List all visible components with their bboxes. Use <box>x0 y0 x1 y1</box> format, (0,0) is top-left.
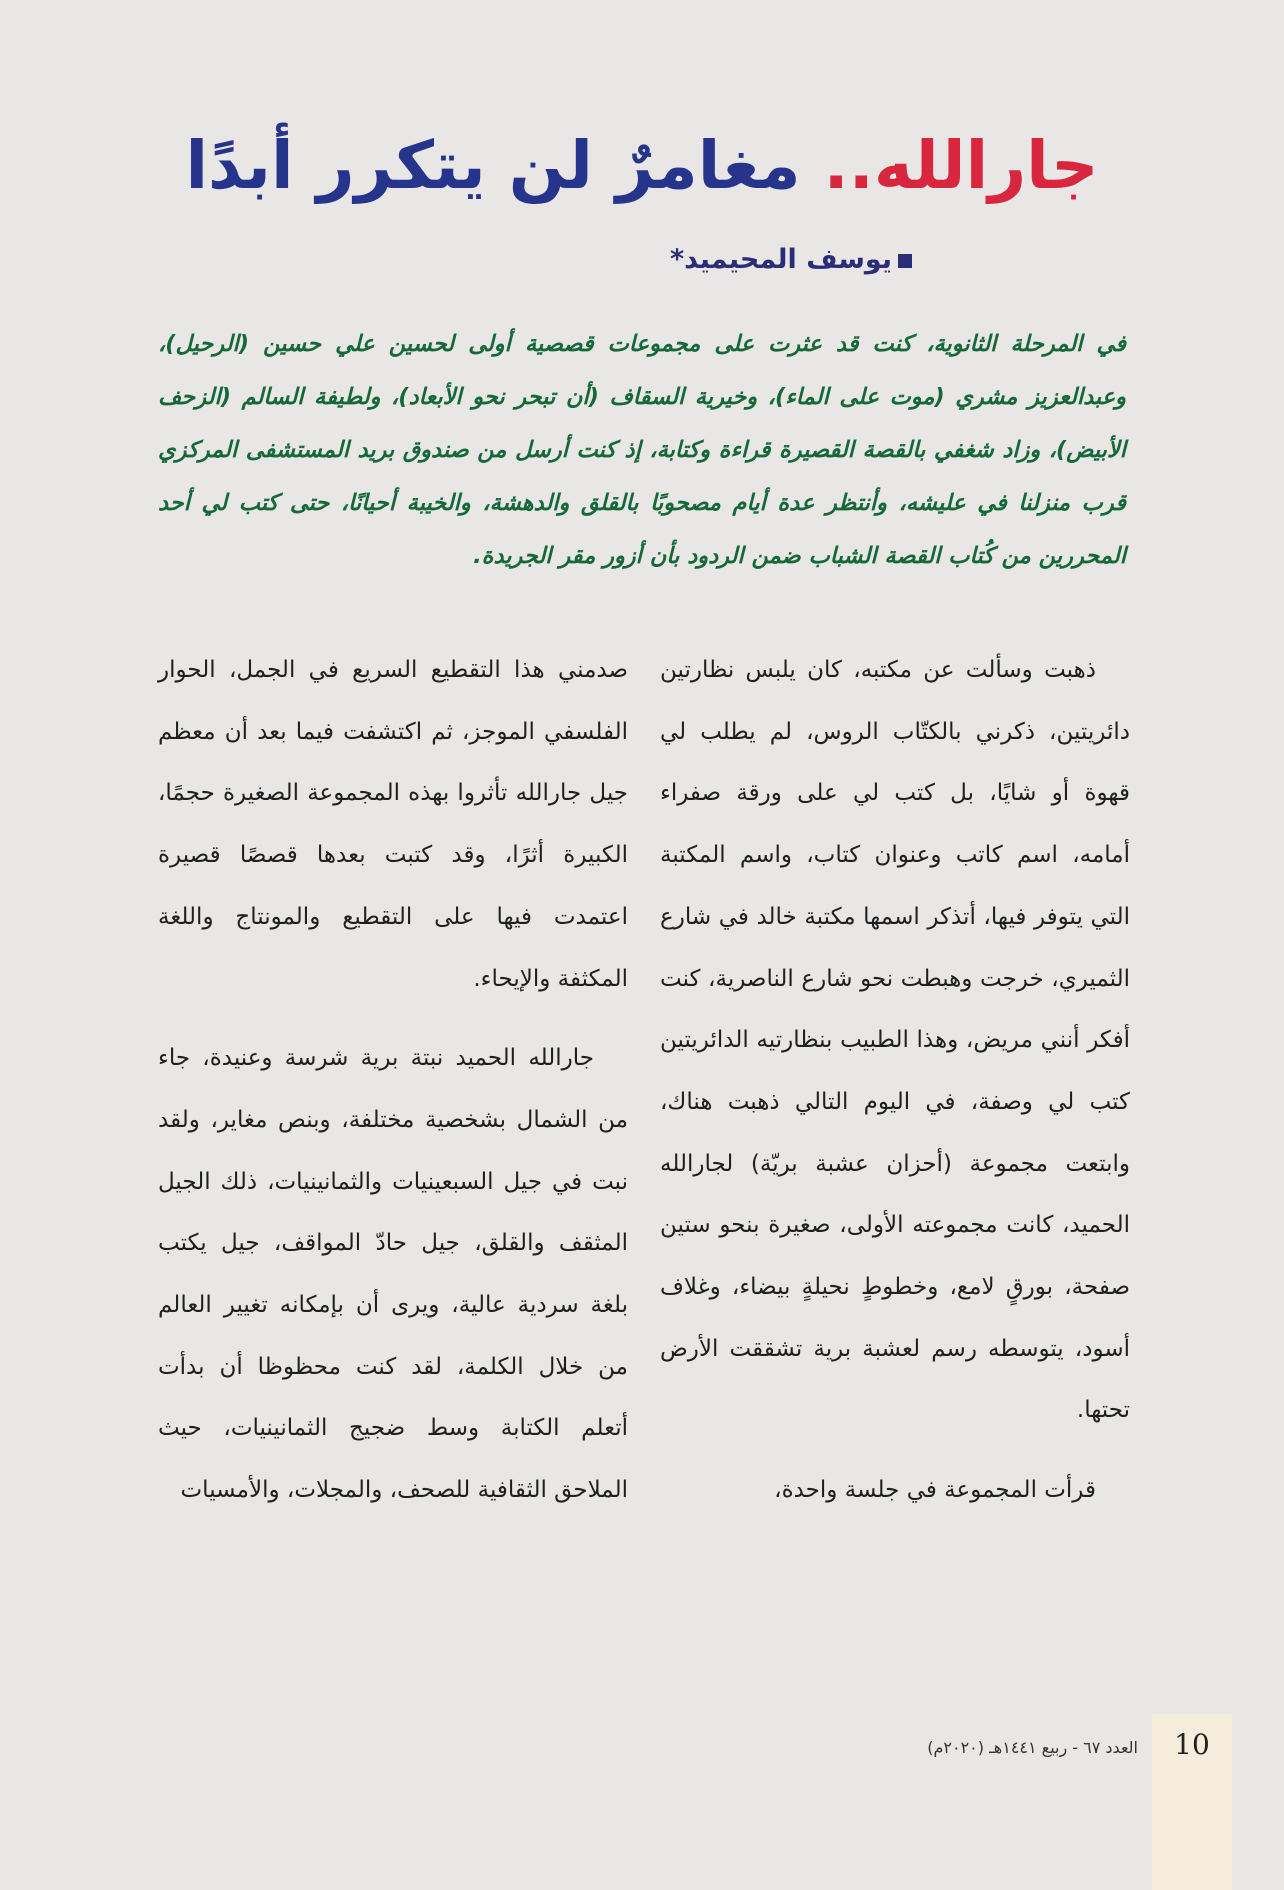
body-column-left <box>158 640 628 1522</box>
body-paragraph: جارالله الحميد نبتة برية شرسة وعنيدة، جاء من الشمال بشخصية مختلفة، وبنص مغاير، ولقد نبت في جيل السبعينيات والثمانينيات، ذلك الجيل المثقف والقلق، جيل حادّ المواقف، جيل يكتب بلغة سردية عالية، ويرى أن بإمكانه تغيير العالم من خلال الكلمة، لقد كنت محظوظا أن بدأت أتعلم الكتابة وسط ضجيج الثمانينيات، حيث الملاحق الثقافية للصحف، والمجلات، والأمسيات <box>158 1045 628 1504</box>
article-title <box>150 118 1134 214</box>
body-paragraph: ذهبت وسألت عن مكتبه، كان يلبس نظارتين دائريتين، ذكرني بالكتّاب الروس، لم يطلب لي قهوة أو شايًا، بل كتب لي على ورقة صفراء أمامه، اسم كاتب وعنوان كتاب، واسم المكتبة التي يتوفر فيها، أتذكر اسمها مكتبة خالد في شارع الثميري، خرجت وهبطت نحو شارع الناصرية، كنت أفكر أنني مريض، وهذا الطبيب بنظارتيه الدائريتين كتب لي وصفة، في اليوم التالي ذهبت هناك، وابتعت مجموعة (أحزان عشبة بريّة) لجارالله الحميد، كانت مجموعته الأولى، صغيرة بنحو ستين صفحة، بورقٍ لامع، وخطوطٍ نحيلةٍ بيضاء، وغلاف أسود، يتوسطه رسم لعشبة برية تشققت الأرض تحتها. <box>660 657 1130 1424</box>
article-title-blue: مغامرٌ لن يتكرر أبدًا <box>185 127 801 204</box>
page-number: 10 <box>1174 1728 1210 1761</box>
body-paragraph: قرأت المجموعة في جلسة واحدة، <box>774 1477 1096 1504</box>
body-column-right <box>660 640 1130 1522</box>
issue-info: العدد ٦٧ - ربيع ١٤٤١هـ (٢٠٢٠م) <box>927 1738 1138 1757</box>
article-intro: في المرحلة الثانوية، كنت قد عثرت على مجموعات قصصية أولى لحسين علي حسين (الرحيل)، وعبدالعزيز مشري (موت على الماء)، وخيرية السقاف (أن تبحر نحو الأبعاد)، ولطيفة السالم (الزحف الأبيض)، وزاد شغفي بالقصة القصيرة قراءة وكتابة، إذ كنت أرسل من صندوق بريد المستشفى المركزي قرب منزلنا في عليشه، وأنتظر عدة أيام مصحوبًا بالقلق والدهشة، والخيبة أحيانًا، حتى كتب لي أحد المحررين من كُتاب القصة الشباب ضمن الردود بأن أزور مقر الجريدة. <box>158 331 1126 569</box>
body-paragraph: صدمني هذا التقطيع السريع في الجمل، الحوار الفلسفي الموجز، ثم اكتشفت فيما بعد أن معظم جيل جارالله تأثروا بهذه المجموعة الصغيرة حجمًا، الكبيرة أثرًا، وقد كتبت بعدها قصصًا قصيرة اعتمدت فيها على التقطيع والمونتاج واللغة المكثفة والإيحاء. <box>158 657 628 992</box>
author-bullet-icon <box>898 254 912 268</box>
article-author <box>670 240 912 280</box>
author-name: يوسف المحيميد* <box>670 244 892 275</box>
article-title-red: جارالله.. <box>823 127 1099 204</box>
